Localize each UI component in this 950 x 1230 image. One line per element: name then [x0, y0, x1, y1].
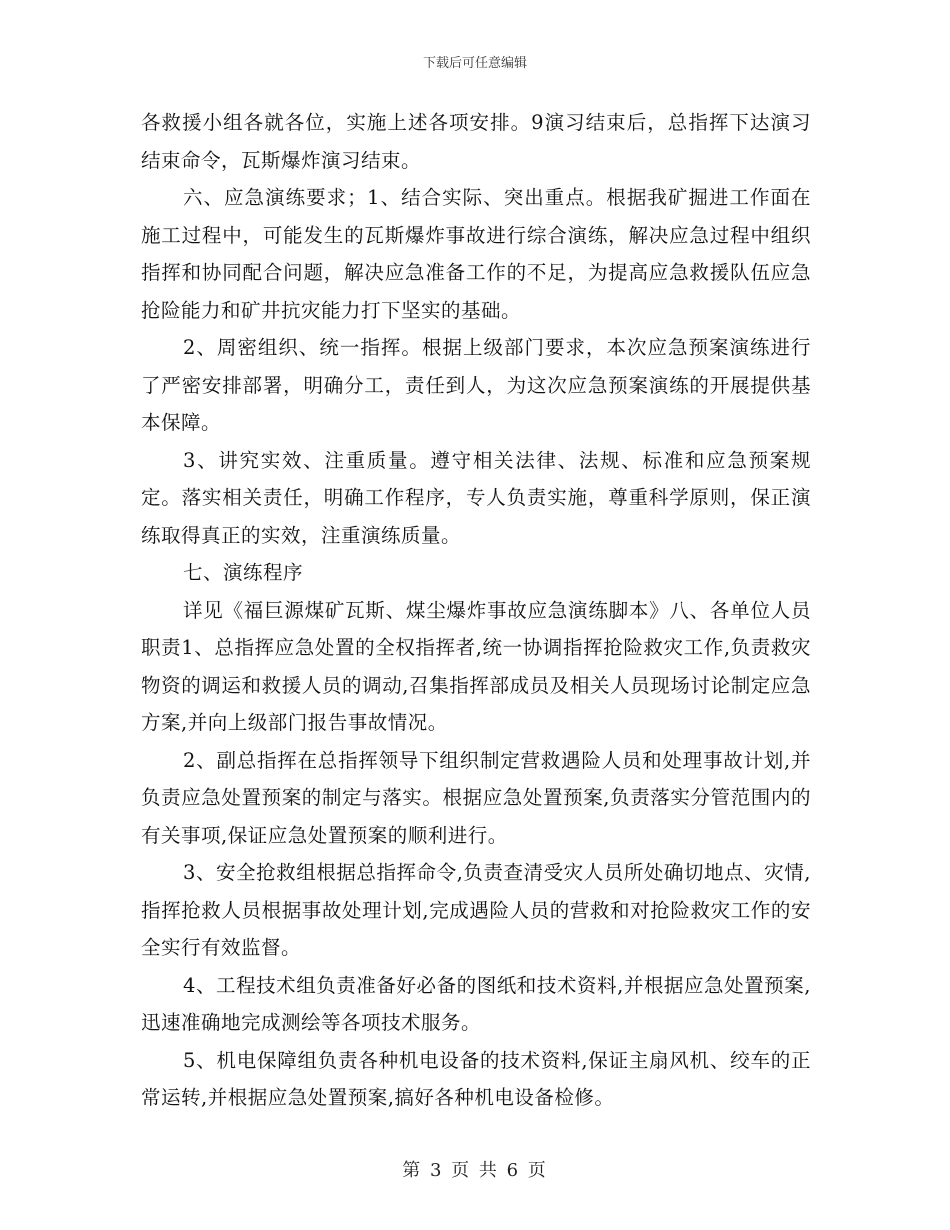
page-number-footer: 第 3 页 共 6 页 [402, 1160, 548, 1181]
paragraph-10: 5、机电保障组负责各种机电设备的技术资料,保证主扇风机、绞车的正常运转,并根据应急处置预案,搞好各种机电设备检修。 [141, 1048, 811, 1109]
paragraph-1: 各救援小组各就各位，实施上述各项安排。9演习结束后，总指挥下达演习结束命令，瓦斯爆炸演习结束。 [141, 111, 811, 172]
paragraph-9: 4、工程技术组负责准备好必备的图纸和技术资料,并根据应急处置预案,迅速准确地完成测绘等各项技术服务。 [141, 973, 811, 1034]
paragraph-8: 3、安全抢救组根据总指挥命令,负责查清受灾人员所处确切地点、灾情,指挥抢救人员根据事故处理计划,完成遇险人员的营救和对抢险救灾工作的安全实行有效监督。 [141, 861, 811, 959]
page-header: 下载后可任意编辑 [422, 56, 527, 71]
paragraph-3: 2、周密组织、统一指挥。根据上级部门要求，本次应急预案演练进行了严密安排部署，明确分工，责任到人，为这次应急预案演练的开展提供基本保障。 [141, 336, 811, 434]
section-heading-procedure: 七、演练程序 [183, 561, 304, 584]
paragraph-6: 详见《福巨源煤矿瓦斯、煤尘爆炸事故应急演练脚本》八、各单位人员职责1、总指挥应急处置的全权指挥者,统一协调指挥抢险救灾工作,负责救灾物资的调运和救援人员的调动,召集指挥部成员及相关人员现场讨论制定应急方案,并向上级部门报告事故情况。 [141, 598, 811, 734]
paragraph-2: 六、应急演练要求；1、结合实际、突出重点。根据我矿掘进工作面在施工过程中，可能发生的瓦斯爆炸事故进行综合演练，解决应急过程中组织指挥和协同配合问题，解决应急准备工作的不足，为提高应急救援队伍应急抢险能力和矿井抗灾能力打下坚实的基础。 [141, 186, 811, 322]
paragraph-7: 2、副总指挥在总指挥领导下组织制定营救遇险人员和处理事故计划,并负责应急处置预案的制定与落实。根据应急处置预案,负责落实分管范围内的有关事项,保证应急处置预案的顺利进行。 [141, 748, 811, 847]
paragraph-4: 3、讲究实效、注重质量。遵守相关法律、法规、标准和应急预案规定。落实相关责任，明确工作程序，专人负责实施，尊重科学原则，保正演练取得真正的实效，注重演练质量。 [141, 448, 811, 547]
document-body [141, 104, 811, 1117]
